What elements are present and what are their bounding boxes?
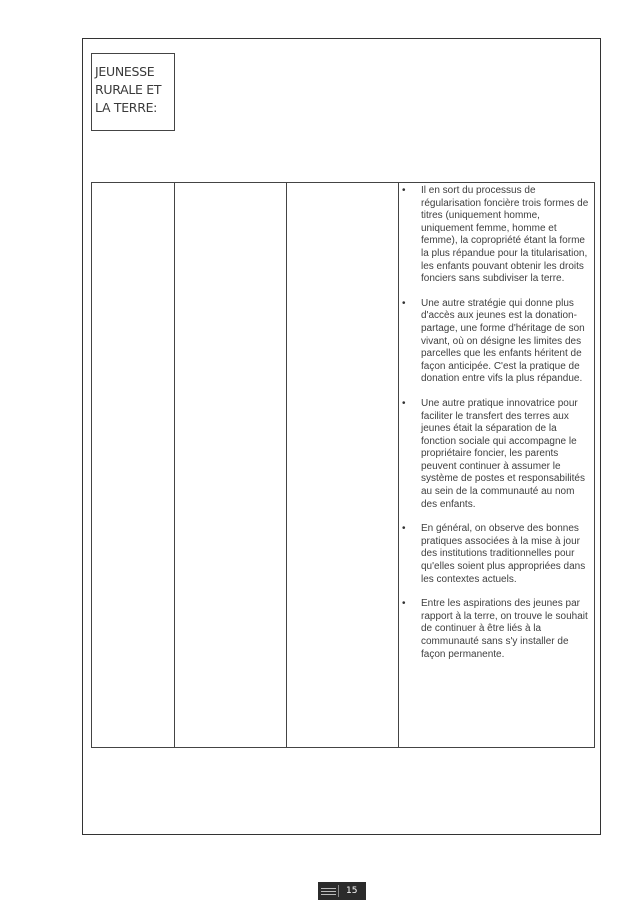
content-table <box>91 182 595 748</box>
section-title-box <box>91 53 175 131</box>
table-cell-empty-3 <box>287 183 399 748</box>
bullet-text: Une autre pratique innovatrice pour faciliter le transfert des terres aux jeunes était la séparation de la fonction sociale qui accompagne le propriétaire foncier, les parents peuvent continuer à assumer le système de postes et responsabilités au sein de la communauté au nom des enfants. <box>421 397 585 510</box>
bullet-text: Une autre stratégie qui donne plus d'accès aux jeunes est la donation-partage, une forme d'héritage de son vivant, où on désigne les limites des parcelles que les enfants héritent de façon anticipée. C'est la pratique de donation entre vifs la plus répandue. <box>421 297 585 385</box>
section-title-line: RURALE ET <box>95 82 162 97</box>
page-footer <box>318 882 366 900</box>
bullet-text: Il en sort du processus de régularisation foncière trois formes de titres (uniquement homme, uniquement femme, homme et femme), la copropriété étant la forme la plus répandue pour la titularisation, les enfants pouvant obtenir les droits fonciers sans subdiviser la terre. <box>421 185 589 285</box>
bullet-icon: • <box>402 297 406 309</box>
bullet-text: En général, on observe des bonnes pratiques associées à la mise à jour des institutions traditionnelles pour qu'elles soient plus appropriées dans les contextes actuels. <box>421 523 586 585</box>
bullet-item <box>399 298 594 386</box>
page-number: 15 <box>346 886 358 896</box>
bullet-icon: • <box>402 598 406 610</box>
table-cell-empty-2 <box>175 183 287 748</box>
bullet-item <box>399 398 594 511</box>
bullet-list <box>399 183 594 661</box>
section-title-line: JEUNESSE <box>95 64 155 79</box>
section-title-line: LA TERRE: <box>95 100 158 115</box>
table-cell-bullets <box>399 183 595 748</box>
bullet-item <box>399 523 594 586</box>
bullet-icon: • <box>402 185 406 196</box>
bullet-item <box>399 185 594 286</box>
publisher-logo-icon <box>321 885 339 897</box>
table-cell-empty-1 <box>92 183 175 748</box>
table-row <box>92 183 595 748</box>
bullet-item <box>399 598 594 661</box>
bullet-text: Entre les aspirations des jeunes par rapport à la terre, on trouve le souhait de continuer à être liés à la communauté sans s'y installer de façon permanente. <box>421 598 588 660</box>
bullet-icon: • <box>402 523 406 535</box>
bullet-icon: • <box>402 397 406 409</box>
